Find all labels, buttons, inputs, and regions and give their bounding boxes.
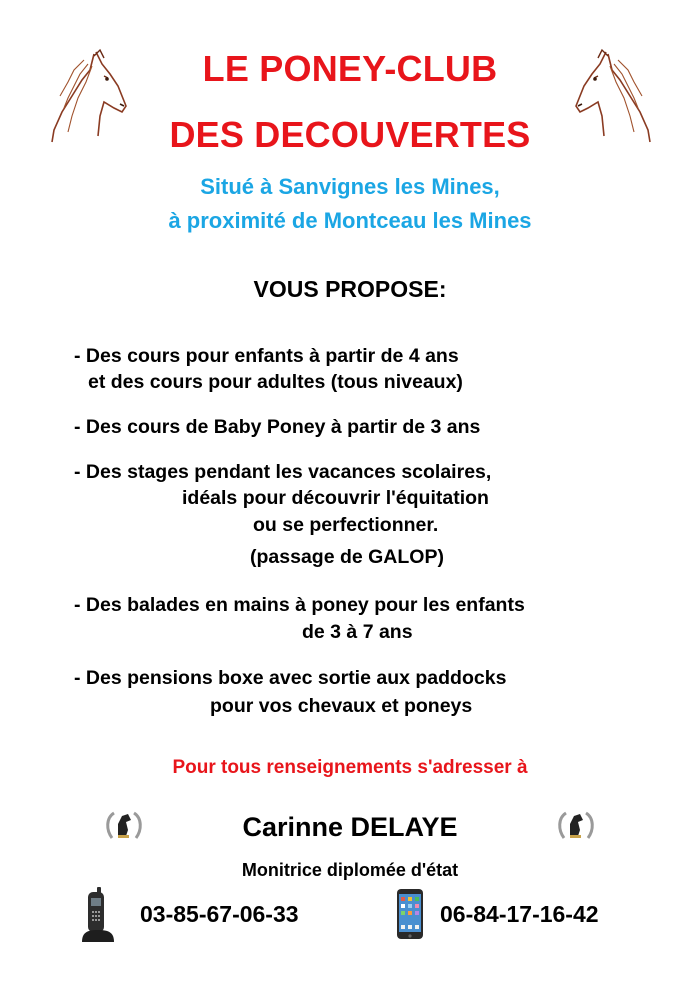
contact-name: Carinne DELAYE xyxy=(242,812,458,842)
location-line-1: Situé à Sanvignes les Mines, xyxy=(200,174,500,199)
offer-5-line-1: - Des pensions boxe avec sortie aux paddocks xyxy=(74,667,507,689)
title-line-2: DES DECOUVERTES xyxy=(169,114,531,155)
offer-3-line-2: idéals pour découvrir l'équitation xyxy=(182,487,489,509)
contact-intro: Pour tous renseignements s'adresser à xyxy=(172,757,528,778)
title-line-1: LE PONEY-CLUB xyxy=(202,48,498,89)
contact-role: Monitrice diplomée d'état xyxy=(241,860,459,880)
landline-number: 03-85-67-06-33 xyxy=(140,901,299,927)
offer-1-line-1: - Des cours pour enfants à partir de 4 ans xyxy=(74,345,459,367)
smartphone-icon xyxy=(396,888,424,940)
propose-heading: VOUS PROPOSE: xyxy=(253,276,447,302)
offer-3-line-3: ou se perfectionner. xyxy=(253,514,439,536)
offer-4-line-1: - Des balades en mains à poney pour les enfants xyxy=(74,594,525,616)
mobile-number: 06-84-17-16-42 xyxy=(440,901,599,927)
offer-3-line-4: (passage de GALOP) xyxy=(250,546,444,568)
location-line-2: à proximité de Montceau les Mines xyxy=(168,208,532,233)
offer-5-line-2: pour vos chevaux et poneys xyxy=(210,695,473,717)
offer-3-line-1: - Des stages pendant les vacances scolaires, xyxy=(74,461,492,483)
offer-4-line-2: de 3 à 7 ans xyxy=(302,621,413,643)
offer-2-line-1: - Des cours de Baby Poney à partir de 3 ans xyxy=(74,416,481,438)
offer-1-line-2: et des cours pour adultes (tous niveaux) xyxy=(88,371,463,393)
cordless-phone-icon xyxy=(80,886,116,944)
